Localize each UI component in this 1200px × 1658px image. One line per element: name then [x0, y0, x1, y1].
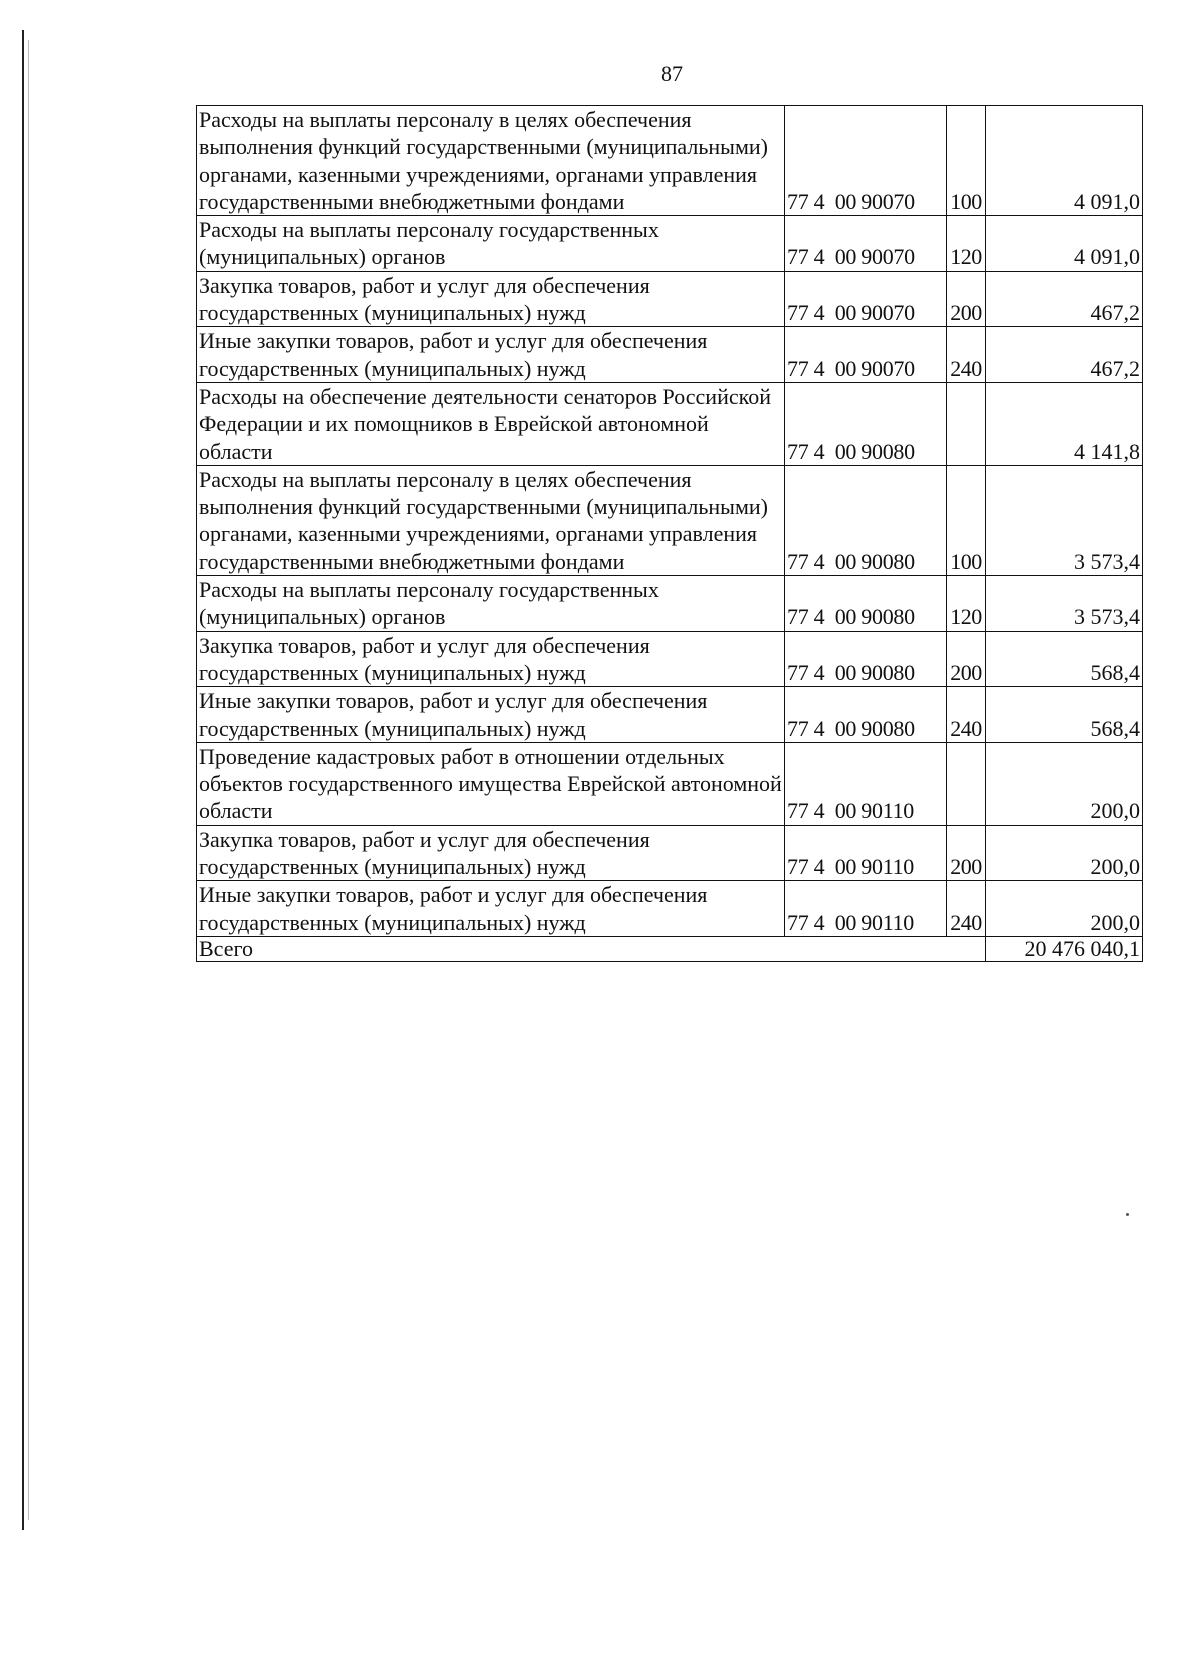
- amount-cell: 4 091,0: [986, 106, 1143, 216]
- target-article-cell: 77 4 00 90070: [785, 327, 947, 383]
- amount-cell: 467,2: [986, 327, 1143, 383]
- expense-type-cell: [947, 382, 986, 465]
- table-row: [197, 271, 1143, 327]
- target-article-cell: 77 4 00 90070: [785, 106, 947, 216]
- table-row: [197, 825, 1143, 881]
- target-article-cell: 77 4 00 90080: [785, 687, 947, 743]
- expense-name-cell: Расходы на обеспечение деятельности сенаторов Российской Федерации и их помощников в Еврейской автономной области: [197, 382, 785, 465]
- page-number: 87: [661, 61, 683, 86]
- expense-name-cell: Иные закупки товаров, работ и услуг для обеспечения государственных (муниципальных) нужд: [197, 687, 785, 743]
- expense-type-cell: 100: [947, 106, 986, 216]
- target-article-cell: 77 4 00 90110: [785, 881, 947, 937]
- scan-left-edge-shadow: [28, 40, 29, 1520]
- expense-type-cell: 120: [947, 576, 986, 632]
- budget-table-body: [197, 106, 1143, 962]
- expense-type-cell: 240: [947, 881, 986, 937]
- expense-name-cell: Расходы на выплаты персоналу в целях обеспечения выполнения функций государственными (муниципальными) органами, казенными учреждениями, органами управления государственными внебюджетными фондами: [197, 106, 785, 216]
- table-row: [197, 106, 1143, 216]
- expense-name-cell: Закупка товаров, работ и услуг для обеспечения государственных (муниципальных) нужд: [197, 825, 785, 881]
- expense-name-cell: Закупка товаров, работ и услуг для обеспечения государственных (муниципальных) нужд: [197, 631, 785, 687]
- expense-type-cell: 200: [947, 631, 986, 687]
- table-row: [197, 881, 1143, 937]
- target-article-cell: 77 4 00 90080: [785, 465, 947, 575]
- amount-cell: 200,0: [986, 742, 1143, 825]
- amount-cell: 568,4: [986, 687, 1143, 743]
- scan-speck: [1126, 1213, 1129, 1216]
- expense-name-cell: Проведение кадастровых работ в отношении отдельных объектов государственного имущества Еврейской автономной области: [197, 742, 785, 825]
- expense-type-cell: 240: [947, 327, 986, 383]
- expense-name-cell: Закупка товаров, работ и услуг для обеспечения государственных (муниципальных) нужд: [197, 271, 785, 327]
- budget-table: [196, 105, 1143, 962]
- amount-cell: 200,0: [986, 881, 1143, 937]
- scan-left-edge: [22, 30, 24, 1530]
- expense-type-cell: 100: [947, 465, 986, 575]
- expense-name-cell: Расходы на выплаты персоналу в целях обеспечения выполнения функций государственными (муниципальными) органами, казенными учреждениями, органами управления государственными внебюджетными фондами: [197, 465, 785, 575]
- expense-type-cell: 120: [947, 216, 986, 272]
- target-article-cell: 77 4 00 90110: [785, 825, 947, 881]
- expense-type-cell: 240: [947, 687, 986, 743]
- table-row: [197, 382, 1143, 465]
- expense-name-cell: Расходы на выплаты персоналу государственных (муниципальных) органов: [197, 576, 785, 632]
- amount-cell: 200,0: [986, 825, 1143, 881]
- total-amount: 20 476 040,1: [986, 936, 1143, 961]
- amount-cell: 4 091,0: [986, 216, 1143, 272]
- amount-cell: 568,4: [986, 631, 1143, 687]
- target-article-cell: 77 4 00 90070: [785, 271, 947, 327]
- total-label: Всего: [197, 936, 986, 961]
- amount-cell: 4 141,8: [986, 382, 1143, 465]
- expense-type-cell: 200: [947, 271, 986, 327]
- table-row: [197, 465, 1143, 575]
- table-row: [197, 576, 1143, 632]
- total-row: [197, 936, 1143, 961]
- expense-name-cell: Расходы на выплаты персоналу государственных (муниципальных) органов: [197, 216, 785, 272]
- target-article-cell: 77 4 00 90080: [785, 382, 947, 465]
- table-row: [197, 687, 1143, 743]
- amount-cell: 3 573,4: [986, 576, 1143, 632]
- table-row: [197, 742, 1143, 825]
- target-article-cell: 77 4 00 90080: [785, 576, 947, 632]
- table-row: [197, 631, 1143, 687]
- expense-type-cell: [947, 742, 986, 825]
- target-article-cell: 77 4 00 90070: [785, 216, 947, 272]
- expense-type-cell: 200: [947, 825, 986, 881]
- target-article-cell: 77 4 00 90080: [785, 631, 947, 687]
- table-row: [197, 327, 1143, 383]
- expense-name-cell: Иные закупки товаров, работ и услуг для обеспечения государственных (муниципальных) нужд: [197, 327, 785, 383]
- expense-name-cell: Иные закупки товаров, работ и услуг для обеспечения государственных (муниципальных) нужд: [197, 881, 785, 937]
- table-row: [197, 216, 1143, 272]
- amount-cell: 3 573,4: [986, 465, 1143, 575]
- target-article-cell: 77 4 00 90110: [785, 742, 947, 825]
- amount-cell: 467,2: [986, 271, 1143, 327]
